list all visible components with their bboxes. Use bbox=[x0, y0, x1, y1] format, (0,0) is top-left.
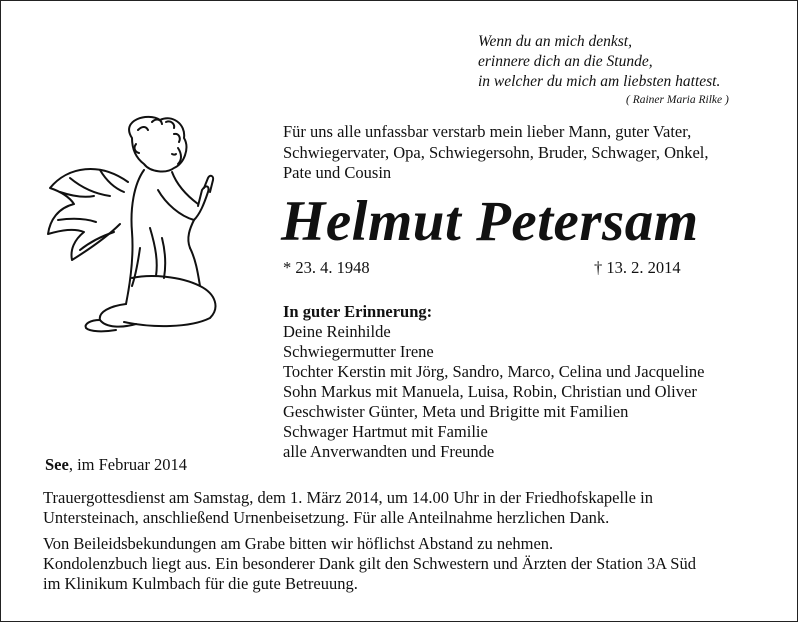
death-date: † 13. 2. 2014 bbox=[594, 258, 681, 277]
thanks-text bbox=[43, 534, 783, 594]
mourner-line: Tochter Kerstin mit Jörg, Sandro, Marco, Celina und Jacqueline bbox=[283, 362, 705, 381]
place-date bbox=[45, 455, 187, 475]
thanks-line: im Klinikum Kulmbach für die gute Betreuung. bbox=[43, 574, 358, 593]
quote-line: Wenn du an mich denkst, bbox=[478, 33, 632, 50]
intro-line: Pate und Cousin bbox=[283, 163, 392, 182]
intro-line: Schwiegervater, Opa, Schwiegersohn, Bruder, Schwager, Onkel, bbox=[283, 142, 709, 162]
deceased-name: Helmut Petersam bbox=[281, 190, 699, 253]
quote-line: erinnere dich an die Stunde, bbox=[478, 53, 653, 70]
mourner-line: Geschwister Günter, Meta und Brigitte mit Familien bbox=[283, 402, 629, 421]
service-info bbox=[43, 488, 783, 528]
thanks-line: Kondolenzbuch liegt aus. Ein besonderer Dank gilt den Schwestern und Ärzten der Station 3A Süd bbox=[43, 554, 696, 573]
mourner-line: Schwager Hartmut mit Familie bbox=[283, 422, 488, 441]
intro-text bbox=[283, 122, 783, 184]
mourner-line: Schwiegermutter Irene bbox=[283, 342, 434, 361]
mourner-line: Deine Reinhilde bbox=[283, 322, 391, 341]
mourners-heading: In guter Erinnerung: bbox=[283, 302, 433, 321]
service-line: Untersteinach, anschließend Urnenbeisetzung. Für alle Anteilnahme herzlichen Dank. bbox=[43, 508, 610, 527]
service-line: Trauergottesdienst am Samstag, dem 1. März 2014, um 14.00 Uhr in der Friedhofskapelle in bbox=[43, 488, 653, 507]
mourner-line: Sohn Markus mit Manuela, Luisa, Robin, Christian und Oliver bbox=[283, 382, 697, 401]
praying-angel-icon bbox=[40, 108, 230, 338]
date: , im Februar 2014 bbox=[68, 455, 188, 474]
thanks-line: Von Beileidsbekundungen am Grabe bitten wir höflichst Abstand zu nehmen. bbox=[43, 534, 554, 553]
quote-author: ( Rainer Maria Rilke ) bbox=[626, 94, 729, 106]
quote-block bbox=[478, 32, 778, 92]
place: See bbox=[45, 455, 69, 474]
quote-line: in welcher du mich am liebsten hattest. bbox=[478, 73, 721, 90]
birth-date: * 23. 4. 1948 bbox=[283, 258, 370, 277]
mourners-list bbox=[283, 302, 783, 462]
mourner-line: alle Anverwandten und Freunde bbox=[283, 442, 495, 461]
intro-line: Für uns alle unfassbar verstarb mein lieber Mann, guter Vater, bbox=[283, 122, 692, 141]
